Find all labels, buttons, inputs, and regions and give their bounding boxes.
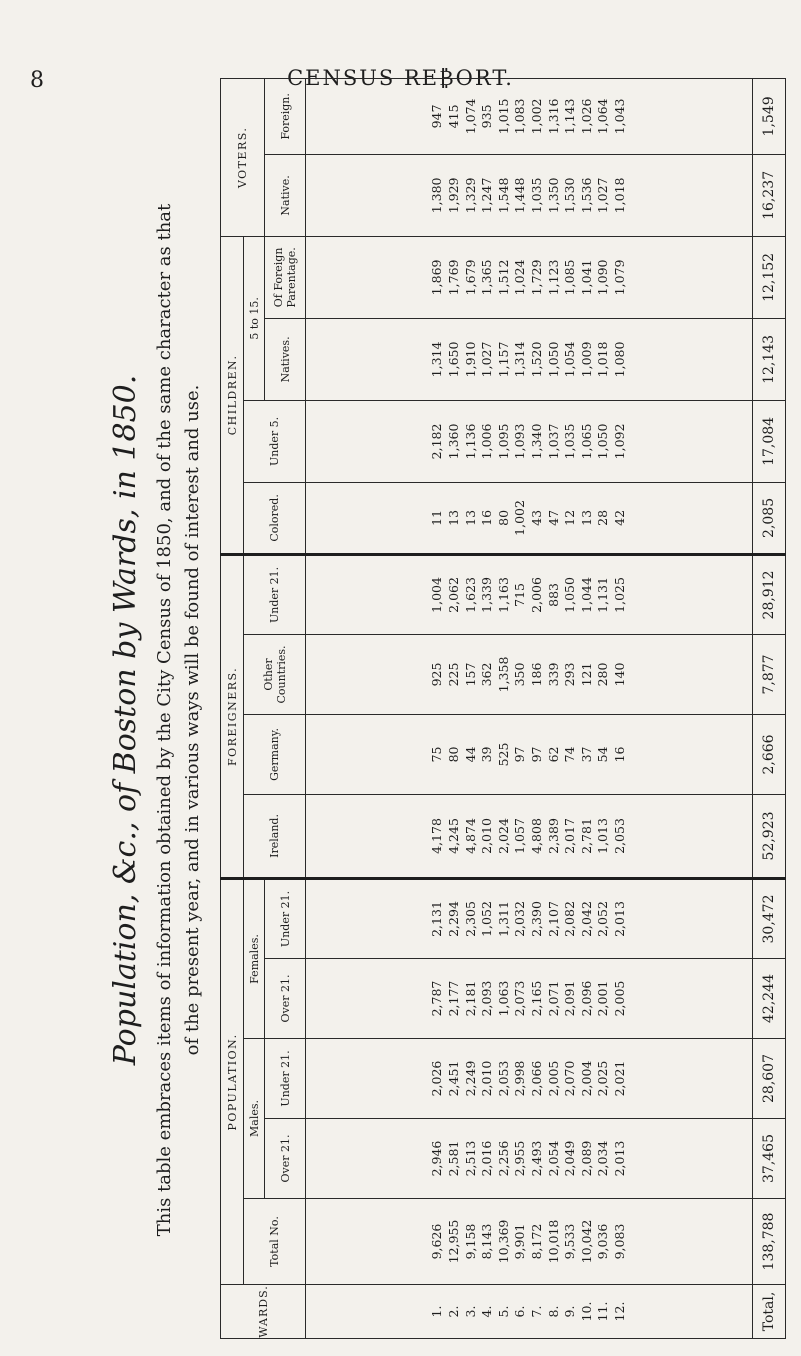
cell-m-over: 2,013: [611, 1140, 627, 1177]
col-males-over-21: Over 21.: [265, 1119, 306, 1199]
total-under-5: 17,084: [753, 400, 786, 482]
cell-under21: 1,623: [462, 577, 478, 613]
col-females-over-21: Over 21.: [265, 959, 306, 1039]
total-ireland: 52,923: [753, 794, 786, 878]
cell-m-under: 2,053: [495, 1060, 511, 1097]
cell-natives: 1,018: [595, 341, 611, 378]
cell-native-voters: 1,350: [545, 177, 561, 214]
cell-f-over: 1,063: [495, 980, 511, 1017]
cell-germany: 44: [462, 746, 478, 763]
column-values-ireland: [306, 794, 753, 878]
cell-foreign-voters: 1,083: [512, 98, 528, 135]
cell-under5: 1,340: [529, 423, 544, 460]
cell-germany: 97: [529, 746, 544, 763]
cell-other: 225: [446, 662, 462, 687]
census-table: [220, 78, 786, 1339]
cell-colored: 80: [495, 509, 511, 526]
col-native-voters: Native.: [265, 154, 306, 236]
column-values-foreign-under-21: [306, 554, 753, 634]
cell-other: 186: [529, 662, 544, 687]
column-values-germany: [306, 714, 753, 794]
cell-of-foreign: 1,024: [512, 259, 528, 296]
cell-foreign-voters: 415: [446, 104, 462, 129]
cell-f-under: 1,052: [479, 901, 495, 937]
ward-number: 2.: [446, 1305, 462, 1318]
cell-under5: 2,182: [429, 423, 445, 460]
cell-total: 10,018: [545, 1219, 561, 1264]
cell-colored: 13: [462, 509, 478, 526]
cell-native-voters: 1,530: [562, 177, 578, 214]
ward-number: 6.: [512, 1305, 528, 1318]
header-5-to-15: 5 to 15.: [244, 236, 265, 400]
cell-ireland: 2,017: [562, 818, 578, 854]
table-subtitle-line-2: of the present year, and in various ways will be found of interest and use.: [182, 384, 203, 1056]
cell-under21: 2,062: [446, 577, 462, 613]
cell-native-voters: 1,018: [611, 177, 627, 214]
total-males-over-21: 37,465: [753, 1119, 786, 1199]
header-population: POPULATION.: [221, 878, 244, 1284]
cell-foreign-voters: 1,043: [611, 98, 627, 135]
col-females-under-21: Under 21.: [265, 878, 306, 958]
cell-f-under: 2,390: [529, 901, 544, 937]
cell-native-voters: 1,536: [578, 177, 594, 214]
cell-other: 293: [562, 662, 578, 687]
cell-germany: 16: [611, 746, 627, 763]
column-values-under-5: [306, 400, 753, 482]
cell-under5: 1,093: [512, 423, 528, 460]
cell-of-foreign: 1,079: [611, 259, 627, 296]
cell-foreign-voters: 1,015: [495, 98, 511, 135]
ward-number: 1.: [429, 1305, 445, 1318]
cell-natives: 1,910: [462, 341, 478, 378]
ward-number: 11.: [595, 1301, 611, 1322]
cell-native-voters: 1,329: [462, 177, 478, 214]
total-males-under-21: 28,607: [753, 1039, 786, 1119]
cell-f-under: 2,052: [595, 901, 611, 937]
cell-under21: 715: [512, 583, 528, 607]
cell-foreign-voters: 1,143: [562, 98, 578, 135]
col-germany: Germany.: [244, 714, 306, 794]
cell-natives: 1,009: [578, 341, 594, 378]
cell-other: 157: [462, 662, 478, 687]
cell-under21: 1,131: [595, 577, 611, 613]
cell-colored: 16: [479, 509, 495, 526]
cell-of-foreign: 1,679: [462, 259, 478, 296]
column-values-native-voters: [306, 154, 753, 236]
cell-ireland: 2,389: [545, 818, 561, 854]
cell-germany: 37: [578, 746, 594, 763]
cell-f-over: 2,787: [429, 980, 445, 1017]
column-values-of-foreign-parentage: [306, 236, 753, 318]
cell-ireland: 4,245: [446, 818, 462, 854]
cell-m-under: 2,998: [512, 1060, 528, 1097]
cell-under21: 1,044: [578, 577, 594, 613]
col-other-countries: Other Countries.: [244, 634, 306, 714]
rotated-table-page: [108, 95, 793, 1345]
cell-m-under: 2,070: [562, 1060, 578, 1097]
ward-number: 4.: [479, 1305, 495, 1318]
cell-natives: 1,650: [446, 341, 462, 378]
total-natives: 12,143: [753, 318, 786, 400]
cell-m-under: 2,005: [545, 1060, 561, 1097]
cell-natives: 1,027: [479, 341, 495, 378]
cell-m-over: 2,493: [529, 1140, 544, 1177]
cell-foreign-voters: 1,316: [545, 98, 561, 135]
cell-m-under: 2,249: [462, 1060, 478, 1097]
cell-f-under: 2,013: [611, 901, 627, 937]
cell-m-over: 2,256: [495, 1140, 511, 1177]
table-title: Population, &c., of Boston by Wards, in 1850.: [108, 374, 143, 1066]
cell-m-under: 2,004: [578, 1060, 594, 1097]
cell-other: 350: [512, 662, 528, 687]
cell-m-under: 2,010: [479, 1060, 495, 1097]
total-foreign-under-21: 28,912: [753, 554, 786, 634]
cell-f-over: 2,001: [595, 980, 611, 1017]
col-under-5: Under 5.: [244, 400, 306, 482]
cell-m-under: 2,066: [529, 1060, 544, 1097]
cell-total: 9,626: [429, 1223, 445, 1260]
cell-other: 280: [595, 662, 611, 687]
cell-f-over: 2,071: [545, 980, 561, 1017]
cell-under5: 1,136: [462, 423, 478, 460]
cell-under5: 1,092: [611, 423, 627, 460]
cell-of-foreign: 1,729: [529, 259, 544, 296]
cell-of-foreign: 1,769: [446, 259, 462, 296]
cell-f-under: 2,131: [429, 901, 445, 937]
cell-native-voters: 1,247: [479, 177, 495, 214]
total-other-countries: 7,877: [753, 634, 786, 714]
cell-germany: 525: [495, 742, 511, 767]
cell-colored: 28: [595, 509, 611, 526]
cell-ireland: 2,024: [495, 818, 511, 854]
total-germany: 2,666: [753, 714, 786, 794]
cell-of-foreign: 1,869: [429, 259, 445, 296]
cell-ireland: 4,178: [429, 818, 445, 854]
total-females-under-21: 30,472: [753, 878, 786, 958]
cell-under5: 1,035: [562, 423, 578, 460]
cell-m-under: 2,026: [429, 1060, 445, 1097]
column-values-females-under-21: [306, 878, 753, 958]
cell-total: 9,083: [611, 1223, 627, 1260]
col-natives: Natives.: [265, 318, 306, 400]
col-males-under-21: Under 21.: [265, 1039, 306, 1119]
cell-germany: 75: [429, 746, 445, 763]
cell-total: 10,042: [578, 1219, 594, 1264]
ward-data-block: [306, 78, 753, 1338]
column-values-females-over-21: [306, 959, 753, 1039]
cell-germany: 74: [562, 746, 578, 763]
ward-number: 3.: [462, 1305, 478, 1318]
cell-f-under: 2,042: [578, 901, 594, 937]
cell-native-voters: 1,448: [512, 177, 528, 214]
column-values-total: [306, 1199, 753, 1285]
cell-native-voters: 1,929: [446, 177, 462, 214]
cell-m-over: 2,089: [578, 1140, 594, 1177]
total-native-voters: 16,237: [753, 154, 786, 236]
cell-f-under: 2,032: [512, 901, 528, 937]
cell-f-over: 2,181: [462, 980, 478, 1017]
cell-germany: 80: [446, 746, 462, 763]
column-values-other-countries: [306, 634, 753, 714]
total-total-no: 138,788: [753, 1199, 786, 1285]
total-foreign-voters: 1,549: [753, 78, 786, 154]
cell-native-voters: 1,380: [429, 177, 445, 214]
cell-colored: 13: [578, 509, 594, 526]
ward-number: 12.: [611, 1301, 627, 1322]
cell-m-over: 2,049: [562, 1140, 578, 1177]
cell-m-over: 2,955: [512, 1140, 528, 1177]
cell-of-foreign: 1,090: [595, 259, 611, 296]
cell-total: 8,143: [479, 1223, 495, 1260]
cell-natives: 1,520: [529, 341, 544, 378]
cell-other: 1,358: [495, 656, 511, 693]
cell-under5: 1,050: [595, 423, 611, 460]
cell-total: 9,036: [595, 1223, 611, 1260]
cell-foreign-voters: 1,026: [578, 98, 594, 135]
cell-m-over: 2,016: [479, 1140, 495, 1177]
cell-natives: 1,314: [429, 341, 445, 378]
cell-natives: 1,314: [512, 341, 528, 378]
cell-under21: 1,163: [495, 577, 511, 613]
cell-under5: 1,360: [446, 423, 462, 460]
cell-foreign-voters: 1,074: [462, 98, 478, 135]
cell-other: 362: [479, 662, 495, 687]
cell-colored: 11: [429, 509, 445, 526]
header-foreigners: FOREIGNERS.: [221, 554, 244, 878]
cell-other: 925: [429, 662, 445, 687]
ward-number: 9.: [562, 1305, 578, 1318]
cell-germany: 39: [479, 746, 495, 763]
cell-native-voters: 1,035: [529, 177, 544, 214]
header-children: CHILDREN.: [221, 236, 244, 554]
cell-under21: 2,006: [529, 577, 544, 613]
cell-ireland: 4,808: [529, 818, 544, 854]
cell-under21: 1,025: [611, 577, 627, 613]
cell-f-over: 2,177: [446, 980, 462, 1017]
cell-germany: 62: [545, 746, 561, 763]
cell-foreign-voters: 935: [479, 104, 495, 129]
column-values-natives: [306, 318, 753, 400]
cell-m-under: 2,451: [446, 1060, 462, 1097]
header-wards: WARDS.: [221, 1285, 306, 1339]
cell-under5: 1,095: [495, 423, 511, 460]
cell-natives: 1,054: [562, 341, 578, 378]
cell-total: 10,369: [495, 1219, 511, 1264]
cell-ireland: 1,013: [595, 818, 611, 854]
cell-total: 9,901: [512, 1223, 528, 1260]
cell-m-over: 2,513: [462, 1140, 478, 1177]
cell-f-under: 1,311: [495, 901, 511, 937]
column-values-males-under-21: [306, 1039, 753, 1119]
cell-foreign-voters: 947: [429, 104, 445, 129]
cell-f-over: 2,093: [479, 980, 495, 1017]
cell-germany: 54: [595, 746, 611, 763]
col-total-no: Total No.: [244, 1199, 306, 1285]
ward-number: 7.: [529, 1305, 544, 1318]
cell-under21: 1,339: [479, 577, 495, 613]
cell-ireland: 2,781: [578, 818, 594, 854]
cell-natives: 1,050: [545, 341, 561, 378]
ward-numbers: [306, 1285, 753, 1339]
col-foreign-under-21: Under 21.: [244, 554, 306, 634]
cell-ireland: 2,010: [479, 818, 495, 854]
running-head: CENSUS RE₿ORT.: [287, 66, 514, 90]
cell-f-over: 2,165: [529, 980, 544, 1017]
cell-f-under: 2,294: [446, 901, 462, 937]
cell-colored: 13: [446, 509, 462, 526]
cell-total: 8,172: [529, 1223, 544, 1260]
cell-f-over: 2,073: [512, 980, 528, 1017]
total-females-over-21: 42,244: [753, 959, 786, 1039]
total-label: Total,: [753, 1285, 786, 1339]
cell-m-over: 2,581: [446, 1140, 462, 1177]
cell-m-over: 2,034: [595, 1140, 611, 1177]
cell-m-under: 2,025: [595, 1060, 611, 1097]
cell-total: 9,533: [562, 1223, 578, 1260]
table-subtitle-line-1: This table embraces items of information obtained by the City Census of 1850, and of the same character as that: [154, 203, 175, 1237]
header-males: Males.: [244, 1039, 265, 1199]
cell-natives: 1,080: [611, 341, 627, 378]
column-values-colored: [306, 482, 753, 554]
cell-m-over: 2,054: [545, 1140, 561, 1177]
cell-foreign-voters: 1,064: [595, 98, 611, 135]
cell-f-under: 2,082: [562, 901, 578, 937]
cell-under5: 1,037: [545, 423, 561, 460]
cell-under21: 1,004: [429, 577, 445, 613]
cell-total: 12,955: [446, 1219, 462, 1264]
cell-of-foreign: 1,123: [545, 259, 561, 296]
cell-other: 121: [578, 662, 594, 687]
cell-f-under: 2,305: [462, 901, 478, 937]
column-values-males-over-21: [306, 1119, 753, 1199]
cell-germany: 97: [512, 746, 528, 763]
cell-colored: 43: [529, 509, 544, 526]
column-values-foreign-voters: [306, 78, 753, 154]
col-of-foreign-parentage: Of Foreign Parentage.: [265, 236, 306, 318]
cell-native-voters: 1,027: [595, 177, 611, 214]
cell-of-foreign: 1,512: [495, 259, 511, 296]
cell-m-under: 2,021: [611, 1060, 627, 1097]
cell-f-under: 2,107: [545, 901, 561, 937]
cell-colored: 1,002: [512, 500, 528, 536]
ward-number: 10.: [578, 1301, 594, 1322]
page-number: 8: [30, 68, 44, 93]
cell-other: 339: [545, 662, 561, 687]
col-foreign-voters: Foreign.: [265, 78, 306, 154]
col-colored: Colored.: [244, 482, 306, 554]
ward-number: 5.: [495, 1305, 511, 1318]
cell-of-foreign: 1,085: [562, 259, 578, 296]
cell-other: 140: [611, 662, 627, 687]
cell-ireland: 2,053: [611, 818, 627, 854]
header-voters: VOTERS.: [221, 78, 265, 236]
total-of-foreign-parentage: 12,152: [753, 236, 786, 318]
cell-ireland: 1,057: [512, 818, 528, 854]
cell-f-over: 2,005: [611, 980, 627, 1017]
cell-f-over: 2,091: [562, 980, 578, 1017]
cell-total: 9,158: [462, 1223, 478, 1260]
col-ireland: Ireland.: [244, 794, 306, 878]
cell-m-over: 2,946: [429, 1140, 445, 1177]
cell-colored: 47: [545, 509, 561, 526]
cell-f-over: 2,096: [578, 980, 594, 1017]
cell-under5: 1,006: [479, 423, 495, 460]
cell-ireland: 4,874: [462, 818, 478, 854]
ward-number: 8.: [545, 1305, 561, 1318]
header-females: Females.: [244, 878, 265, 1038]
cell-colored: 12: [562, 509, 578, 526]
cell-colored: 42: [611, 509, 627, 526]
cell-foreign-voters: 1,002: [529, 98, 544, 135]
cell-under21: 883: [545, 583, 561, 607]
cell-natives: 1,157: [495, 341, 511, 378]
total-row: [753, 78, 786, 1338]
cell-of-foreign: 1,041: [578, 259, 594, 296]
cell-of-foreign: 1,365: [479, 259, 495, 296]
cell-under5: 1,065: [578, 423, 594, 460]
cell-under21: 1,050: [562, 577, 578, 613]
cell-native-voters: 1,548: [495, 177, 511, 214]
total-colored: 2,085: [753, 482, 786, 554]
